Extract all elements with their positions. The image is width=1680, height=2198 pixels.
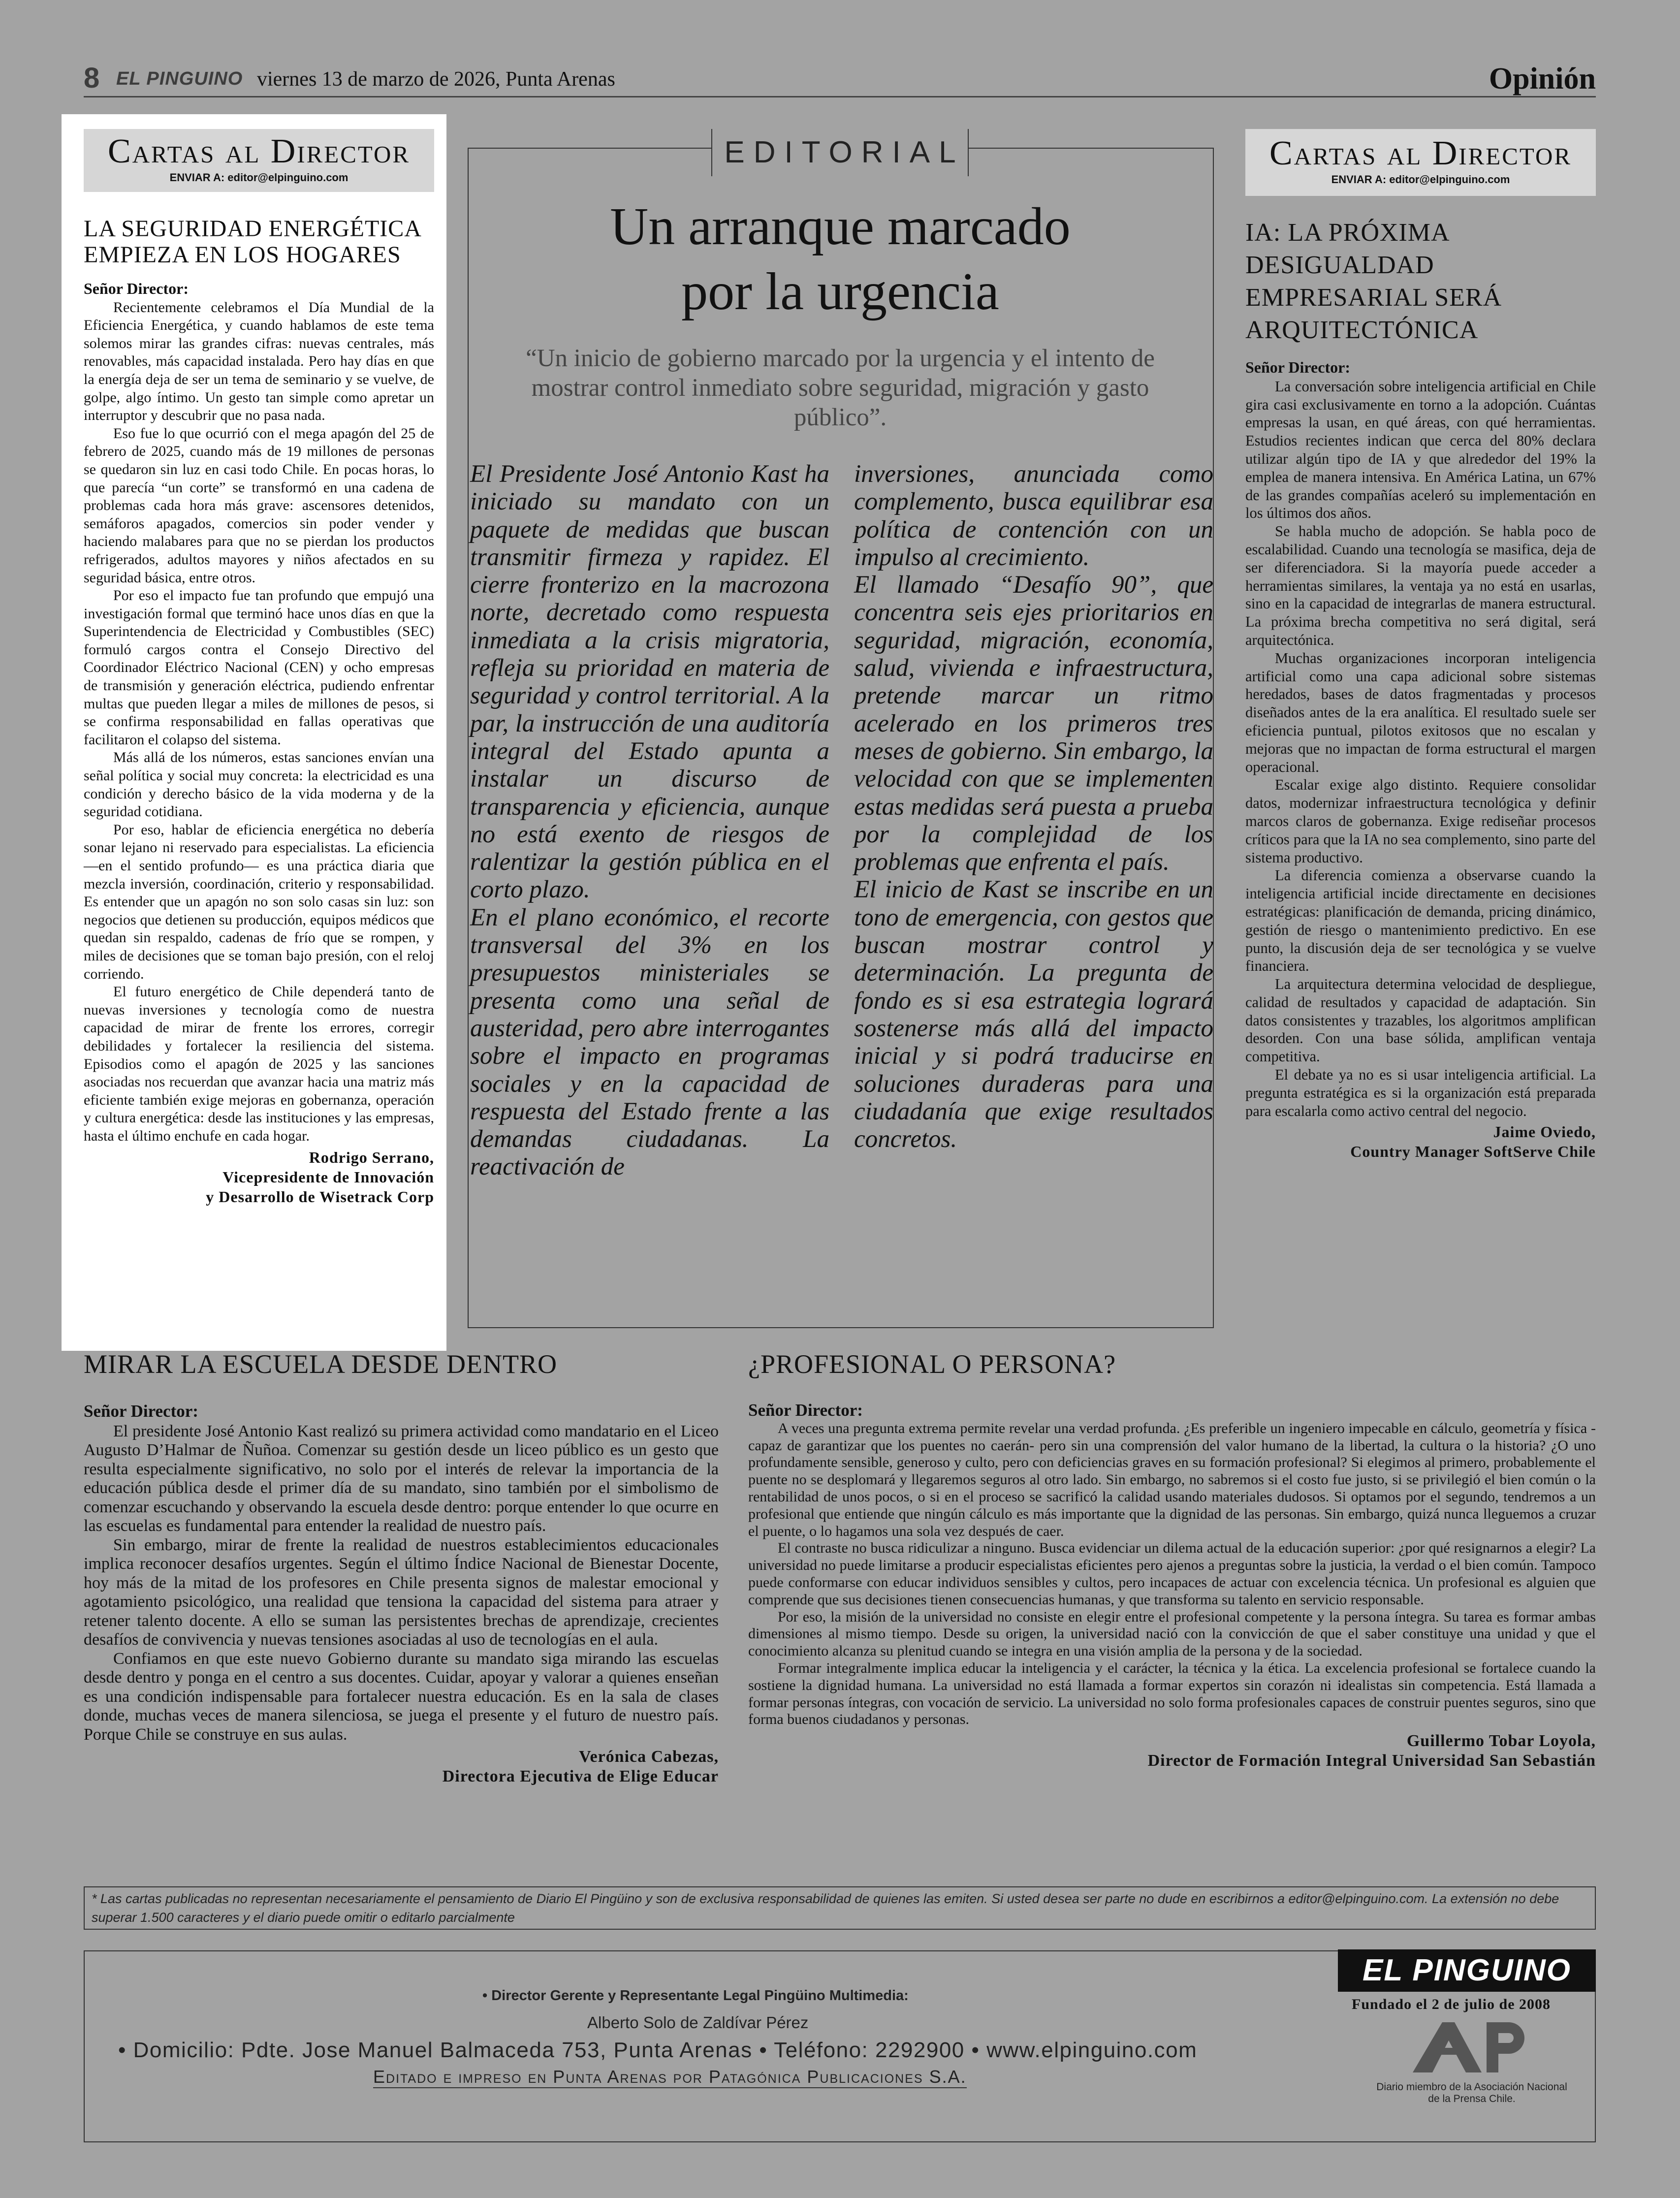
letter-title: ¿PROFESIONAL O PERSONA? xyxy=(748,1349,1116,1379)
editorial-frame-bottom xyxy=(468,1327,1214,1328)
disclaimer-text: * Las cartas publicadas no representan necesariamente el pensamiento de Diario El Pingüino y son de exclusiva responsabilidad de quienes las emiten. Si usted desea ser parte no dude en escribirnos a editor@elpinguino.com. La extensión no debe superar 1.500 caracteres y el diario puede omitir o editarlo parcialmente xyxy=(92,1891,1559,1925)
editorial-deck: “Un inicio de gobierno marcado por la urgencia y el intento de mostrar control inmediato sobre seguridad, migración y gasto público”. xyxy=(526,345,1155,431)
paragraph: Eso fue lo que ocurrió con el mega apagón del 25 de febrero de 2025, cuando más de 19 millones de personas se quedaron sin luz en casi todo Chile. En pocas horas, lo que parecía “un corte” se transformó en una cadena de problemas cada hora más grave: ascensores detenidos, semáforos apagados, comercios sin poder vender y haciendo malabares para que no se pierdan los productos refrigerados, adultos mayores y niños afectados en su seguridad básica, entre otros. xyxy=(84,425,434,586)
paragraph: Sin embargo, mirar de frente la realidad de nuestros establecimientos educacionales implica reconocer desafíos urgentes. Según el último Índice Nacional de Bienestar Docente, hoy más de la mitad de los profesores en Chile presenta signos de malestar emocional y agotamiento psicológico, una realidad que tensiona la capacidad del sistema para atraer y retener talento docente. A ello se suman las persistentes brechas de aprendizaje, crecientes desafíos de convivencia y nuevas tensiones asociadas al uso de tecnologías en el aula. xyxy=(84,1535,719,1649)
paragraph: Más allá de los números, estas sanciones envían una señal política y social muy concreta: la electricidad es una condición y derecho básico de la vida moderna y de la seguridad cotidiana. xyxy=(84,749,434,820)
paragraph: Por eso, hablar de eficiencia energética no debería sonar lejano ni reservado para especialistas. La eficiencia —en el sentido profundo— es una práctica diaria que mezcla inversión, coordinación, criterio y responsabilidad. Es entender que un apagón no son solo casas sin luz: son negocios que detienen su producción, equipos médicos que quedan sin respaldo, cadenas de frío que se rompen, y miles de decisiones que se toman bajo presión, con el reloj corriendo. xyxy=(84,821,434,982)
paragraph: El llamado “Desafío 90”, que concentra seis ejes prioritarios en seguridad, migración, economía, salud, vivienda e infraestructura, pretende marcar un ritmo acelerado en los primeros tres meses de gobierno. Sin embargo, la velocidad con que se implementen estas medidas será puesta a prueba por la complejidad de los problemas que enfrenta el país. xyxy=(854,571,1213,876)
director-label: • Director Gerente y Representante Legal Pingüino Multimedia: xyxy=(482,1988,909,2004)
editorial-column-1 xyxy=(470,460,829,1181)
bottom-right-letter xyxy=(748,1349,1596,1771)
paragraph: La diferencia comienza a observarse cuando la inteligencia artificial incide directamente en decisiones estratégicas: planificación de demanda, pricing dinámico, gestión de riesgo o mantenimiento predictivo. En ese punto, la discusión deja de ser tecnológica y se vuelve financiera. xyxy=(1245,867,1596,975)
paragraph: El futuro energético de Chile dependerá tanto de nuevas inversiones y tecnología como de nuestra capacidad de mirar de frente los errores, corregir debilidades y fortalecer la resiliencia del sistema. Episodios como el apagón de 2025 y las sanciones asociadas nos recuerdan que avanzar hacia una matriz más eficiente también exige mejoras en gobernanza, operación y cultura energética: desde las instituciones y las empresas, hasta el último enchufe en cada hogar. xyxy=(84,984,434,1144)
greeting: Señor Director: xyxy=(748,1401,863,1420)
editorial-column-2 xyxy=(854,460,1213,1153)
paragraph: Recientemente celebramos el Día Mundial de la Eficiencia Energética, y cuando hablamos de este tema solemos mirar las grandes cifras: nuevas centrales, más renovables, más capacidad instalada. Pero hay días en que la energía deja de ser un tema de seminario y se vuelve, de golpe, algo íntimo. Un gesto tan simple como apretar un interruptor y descubrir que no pasa nada. xyxy=(84,299,434,424)
header-rule xyxy=(84,96,1596,97)
letter-title: MIRAR LA ESCUELA DESDE DENTRO xyxy=(84,1349,558,1379)
paragraph: El inicio de Kast se inscribe en un tono de emergencia, con gestos que buscan mostrar control y determinación. La pregunta de fondo es si esa estrategia logrará sostenerse más allá del impacto inicial y si podrá traducirse en soluciones duraderas para una ciudadanía que exige resultados concretos. xyxy=(854,876,1213,1153)
signature: Verónica Cabezas, Directora Ejecutiva de Elige Educar xyxy=(442,1748,719,1785)
paragraph: El debate ya no es si usar inteligencia artificial. La pregunta estratégica es si la organización está preparada para escalarla como activo central del negocio. xyxy=(1245,1066,1596,1119)
greeting: Señor Director: xyxy=(84,1402,198,1421)
page-number: 8 xyxy=(84,62,100,94)
paragraph: Se habla mucho de adopción. Se habla poco de escalabilidad. Cuando una tecnología se masifica, deja de ser diferenciadora. Si la mayoría puede acceder a herramientas similares, la ventaja ya no está en usarlas, sino en la capacidad de integrarlas de manera estructural. La próxima brecha competitiva no será digital, será arquitectónica. xyxy=(1245,523,1596,648)
left-letter xyxy=(84,216,434,1207)
paragraph: La arquitectura determina velocidad de despliegue, calidad de resultados y capacidad de adaptación. Sin datos consistentes y trazables, los algoritmos amplifican desorden. Con una base sólida, amplifican ventaja competitiva. xyxy=(1245,976,1596,1065)
section-name: Opinión xyxy=(1489,62,1596,96)
footer-logo xyxy=(1338,1949,1596,1992)
editorial-label-box xyxy=(711,129,969,176)
paragraph: Muchas organizaciones incorporan inteligencia artificial como una capa adicional sobre sistemas heredados, bases de datos fragmentadas y procesos diseñados antes de la era analítica. El resultado suele ser eficiencia puntual, pilotos exitosos que no escalan y mejoras que no impactan de forma estructural el margen operacional. xyxy=(1245,649,1596,775)
address-line: • Domicilio: Pdte. Jose Manuel Balmaceda 753, Punta Arenas • Teléfono: 2292900 • www.elpinguino.com xyxy=(118,2038,1198,2062)
paragraph: A veces una pregunta extrema permite revelar una verdad profunda. ¿Es preferible un ingeniero impecable en cálculo, geometría y física -capaz de garantizar que los puentes no caerán- pero sin una comprensión del valor humano de la libertad, la cultura o la historia? ¿O uno profundamente sensible, generoso y culto, pero con deficiencias graves en su formación profesional? Si elegimos al primero, probablemente el puente no se desplomará y llegaremos seguros al otro lado. Sin embargo, no sabremos si el costo fue justo, si se privilegió el bien común o la rentabilidad de unos pocos, o si en el proceso se sacrificó la calidad usando materiales dudosos. Si optamos por el segundo, tendremos a un profesional que entiende que ningún cálculo es más importante que la dignidad de las personas. Sin embargo, quizá nunca lleguemos a cruzar el puente, o lo hagamos una sola vez después de caer. xyxy=(748,1420,1596,1539)
editorial-headline: Un arranque marcado por la urgencia xyxy=(610,197,1071,321)
logo-text: EL PINGUINO xyxy=(1363,1953,1571,1987)
paragraph: inversiones, anunciada como complemento, busca equilibrar esa política de contención con un impulso al crecimiento. xyxy=(854,460,1213,571)
letter-title: LA SEGURIDAD ENERGÉTICA EMPIEZA EN LOS HOGARES xyxy=(84,216,421,268)
bottom-left-letter xyxy=(84,1349,719,1786)
paragraph: El contraste no busca ridiculizar a ninguno. Busca evidenciar un dilema actual de la educación superior: ¿por qué resignarnos a elegir? La universidad no puede limitarse a producir especialistas eficientes pero ajenos a preguntas sobre la justicia, la verdad o el bien común. Tampoco puede conformarse con educar individuos sensibles y cultos, pero incapaces de actuar con excelencia técnica. Un profesional es alguien que comprende que sus decisiones tienen consecuencias humanas, y que transforma su talento en servicio responsable. xyxy=(748,1540,1596,1608)
send-to-email: ENVIAR A: editor@elpinguino.com xyxy=(169,171,349,184)
send-to-email: ENVIAR A: editor@elpinguino.com xyxy=(1331,173,1510,186)
issue-date: viernes 13 de marzo de 2026, Punta Arenas xyxy=(257,68,615,91)
paragraph: Confiamos en que este nuevo Gobierno durante su mandato siga mirando las escuelas desde dentro y ponga en el centro a sus docentes. Cuidar, apoyar y valorar a quienes enseñan es una condición indispensable para fortalecer nuestra educación. Es en la sala de clases donde, muchas veces de manera silenciosa, se juega el presente y el futuro de nuestro país. Porque Chile se construye en sus aulas. xyxy=(84,1649,719,1744)
paragraph: La conversación sobre inteligencia artificial en Chile gira casi exclusivamente en torno a la adopción. Cuántas empresas la usan, en qué áreas, con qué herramientas. Estudios recientes indican que cerca del 80% declara utilizar algún tipo de IA y que alrededor del 19% la emplea de manera intensiva. En América Latina, un 67% de las grandes compañías aceleró su implementación en los últimos dos años. xyxy=(1245,378,1596,522)
cartas-title: Cartas al Director xyxy=(107,132,411,170)
paragraph: Formar integralmente implica educar la inteligencia y el carácter, la técnica y la ética. La excelencia profesional se fortalece cuando la sostiene la dignidad humana. La universidad no está llamada a formar expertos sin corazón ni idealistas sin competencia. Está llamada a formar personas íntegras, con vocación de servicio. La universidad no solo forma profesionales capaces de construir puentes seguros, sino que forma buenos ciudadanos y personas. xyxy=(748,1659,1596,1728)
left-cartas-header xyxy=(84,129,434,192)
right-letter xyxy=(1245,217,1596,1161)
paragraph: Escalar exige algo distinto. Requiere consolidar datos, modernizar infraestructura tecnológica y definir marcos claros de gobernanza. Exige rediseñar procesos críticos para que la IA no sea complemento, sino parte del sistema productivo. xyxy=(1245,776,1596,866)
editorial-rule-right xyxy=(969,148,1214,149)
editorial-frame-left xyxy=(468,148,469,1328)
signature: Jaime Oviedo, Country Manager SoftServe Chile xyxy=(1350,1123,1596,1161)
paragraph: El Presidente José Antonio Kast ha iniciado su mandato con un paquete de medidas que buscan transmitir firmeza y rapidez. El cierre fronterizo en la macrozona norte, decretado como respuesta inmediata a la crisis migratoria, refleja su prioridad en materia de seguridad y control territorial. A la par, la instrucción de una auditoría integral del Estado apunta a instalar un discurso de transparencia y eficiencia, aunque no está exento de riesgos de ralentizar la gestión pública en el corto plazo. xyxy=(470,460,829,904)
masthead-small: EL PINGUINO xyxy=(116,68,243,89)
printed-line: Editado e impreso en Punta Arenas por Patagónica Publicaciones S.A. xyxy=(373,2067,967,2088)
right-cartas-header xyxy=(1245,129,1596,196)
page-header xyxy=(84,62,1596,97)
signature: Guillermo Tobar Loyola, Director de Formación Integral Universidad San Sebastián xyxy=(1147,1732,1596,1770)
editorial-rule-left xyxy=(468,148,711,149)
director-name: Alberto Solo de Zaldívar Pérez xyxy=(587,2013,809,2032)
paragraph: En el plano económico, el recorte transversal del 3% en los presupuestos ministeriales se presenta como una señal de austeridad, pero abre interrogantes sobre el impacto en programas sociales y en la capacidad de respuesta del Estado frente a las demandas ciudadanas. La reactivación de xyxy=(470,903,829,1181)
founded-date: Fundado el 2 de julio de 2008 xyxy=(1352,1996,1551,2012)
paragraph: Por eso el impacto fue tan profundo que empujó una investigación formal que terminó hace unos días en que la Superintendencia de Electricidad y Combustibles (SEC) formuló cargos contra el Consejo Directivo del Coordinador Eléctrico Nacional (CEN) y ocho empresas de transmisión y generación eléctrica, pudiendo enfrentar multas que pueden llegar a miles de millones de pesos, si se confirma responsabilidad en fallas operativas que facilitaron el colapso del sistema. xyxy=(84,587,434,748)
editorial-label: EDITORIAL xyxy=(724,135,965,169)
anp-text: Diario miembro de la Asociación Nacional de la Prensa Chile. xyxy=(1376,2081,1567,2104)
greeting: Señor Director: xyxy=(84,280,189,297)
letter-title: IA: LA PRÓXIMA DESIGUALDAD EMPRESARIAL SERÁ ARQUITECTÓNICA xyxy=(1245,219,1502,344)
signature: Rodrigo Serrano, Vicepresidente de Innovación y Desarrollo de Wisetrack Corp xyxy=(206,1148,434,1206)
cartas-title: Cartas al Director xyxy=(1269,134,1572,172)
disclaimer-box xyxy=(84,1886,1596,1930)
paragraph: Por eso, la misión de la universidad no consiste en elegir entre el profesional competente y la persona íntegra. Su tarea es formar ambas dimensiones al mismo tiempo. Desde su origen, la universidad nació con la convicción de que el saber constituye una unidad y que el conocimiento alcanza su plenitud cuando se integra en una visión amplia de la persona y de la sociedad. xyxy=(748,1608,1596,1659)
paragraph: El presidente José Antonio Kast realizó su primera actividad como mandatario en el Liceo Augusto D’Halmar de Ñuñoa. Comenzar su gestión desde un liceo público es un gesto que resulta especialmente significativo, no solo por el interés de relevar la importancia de la educación pública desde el primer día de su mandato, sino también por el simbolismo de comenzar escuchando y observando la escuela desde dentro: porque entender lo que ocurre en las escuelas es fundamental para entender la realidad de nuestro país. xyxy=(84,1422,719,1535)
anp-logo-icon xyxy=(1408,2018,1536,2075)
greeting: Señor Director: xyxy=(1245,358,1350,376)
